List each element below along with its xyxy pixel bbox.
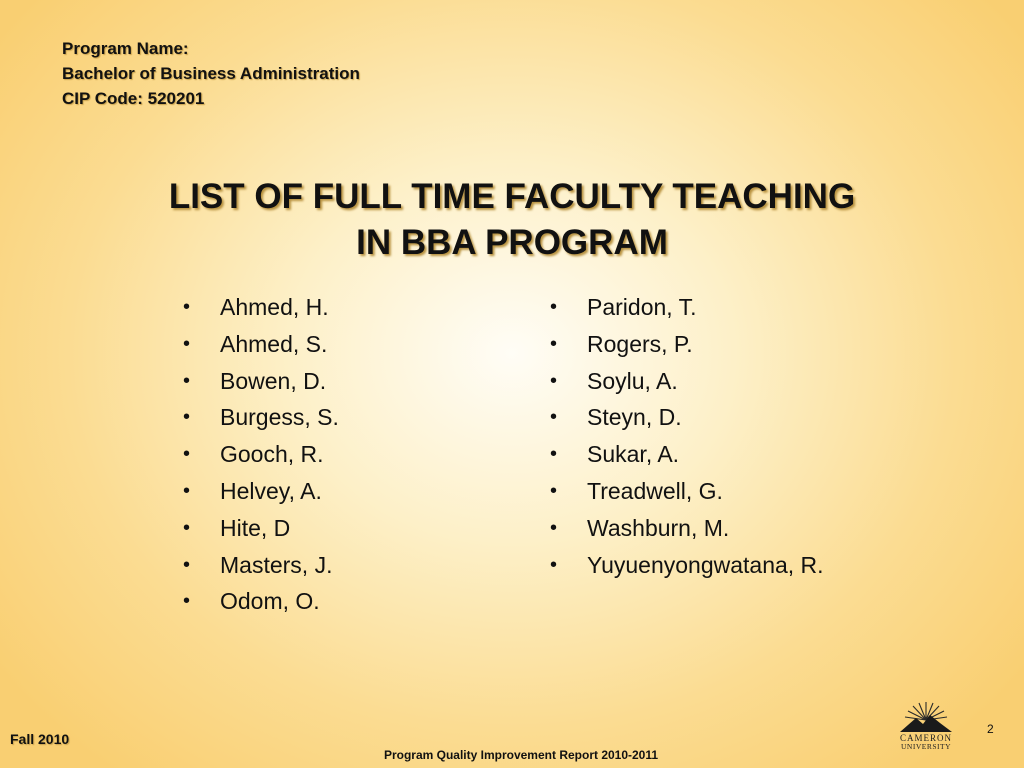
faculty-list-item: [550, 289, 824, 326]
cip-code: CIP Code: 520201: [62, 89, 205, 108]
slide-title-line-2: IN BBA PROGRAM: [356, 223, 668, 262]
faculty-list-right: [550, 289, 824, 583]
bullet-icon: •: [183, 590, 191, 613]
faculty-list-item: [183, 547, 339, 584]
bullet-icon: •: [550, 553, 558, 576]
logo-text-cameron: CAMERON: [899, 733, 952, 743]
bullet-icon: •: [183, 479, 191, 502]
faculty-list-item: [183, 326, 339, 363]
faculty-name: Gooch, R.: [220, 441, 324, 468]
bullet-icon: •: [550, 332, 558, 355]
page-number: 2: [987, 722, 994, 736]
bullet-icon: •: [550, 406, 558, 429]
bullet-icon: •: [550, 369, 558, 392]
sunburst-mountain-icon: [892, 700, 960, 734]
faculty-list-item: [550, 510, 824, 547]
bullet-icon: •: [550, 479, 558, 502]
program-name: Bachelor of Business Administration: [62, 64, 360, 83]
slide-title: [0, 174, 1024, 266]
faculty-name: Yuyuenyongwatana, R.: [587, 551, 824, 578]
footer-term: Fall 2010: [10, 731, 70, 747]
faculty-name: Bowen, D.: [220, 367, 327, 394]
program-info: [62, 36, 360, 111]
faculty-name: Ahmed, H.: [220, 294, 329, 320]
faculty-list-item: [183, 473, 339, 510]
faculty-list-item: [550, 363, 824, 400]
faculty-list-item: [183, 583, 339, 620]
faculty-list-item: [183, 399, 339, 436]
bullet-icon: •: [183, 296, 191, 318]
faculty-name: Steyn, D.: [587, 404, 682, 431]
faculty-name: Washburn, M.: [587, 514, 730, 541]
bullet-icon: •: [550, 296, 558, 318]
faculty-name: Hite, D: [220, 514, 291, 541]
program-name-label: Program Name:: [62, 39, 189, 58]
faculty-list-item: [550, 547, 824, 584]
faculty-name: Paridon, T.: [587, 294, 697, 320]
cameron-university-logo: [892, 700, 960, 752]
faculty-name: Helvey, A.: [220, 477, 322, 504]
bullet-icon: •: [550, 443, 558, 466]
faculty-list-item: [550, 473, 824, 510]
faculty-list-item: [550, 436, 824, 473]
faculty-name: Sukar, A.: [587, 441, 680, 468]
faculty-list-item: [183, 289, 339, 326]
slide-title-line-1: LIST OF FULL TIME FACULTY TEACHING: [168, 177, 856, 216]
faculty-name: Odom, O.: [220, 588, 320, 615]
faculty-list-item: [183, 436, 339, 473]
bullet-icon: •: [183, 516, 191, 539]
faculty-list-item: [550, 399, 824, 436]
bullet-icon: •: [183, 406, 191, 429]
faculty-list-item: [183, 363, 339, 400]
faculty-name: Burgess, S.: [220, 404, 339, 431]
faculty-name: Treadwell, G.: [587, 477, 723, 504]
bullet-icon: •: [183, 553, 191, 576]
logo-text-university: UNIVERSITY: [901, 742, 951, 751]
bullet-icon: •: [183, 369, 191, 392]
footer-report-title: Program Quality Improvement Report 2010-2011: [383, 748, 659, 762]
faculty-name: Soylu, A.: [587, 367, 678, 394]
bullet-icon: •: [550, 516, 558, 539]
bullet-icon: •: [183, 332, 191, 355]
bullet-icon: •: [183, 443, 191, 466]
faculty-list-item: [183, 510, 339, 547]
faculty-list-left: [183, 289, 339, 620]
faculty-list-item: [550, 326, 824, 363]
faculty-name: Masters, J.: [220, 551, 333, 578]
faculty-name: Rogers, P.: [587, 330, 693, 357]
faculty-name: Ahmed, S.: [220, 330, 328, 357]
